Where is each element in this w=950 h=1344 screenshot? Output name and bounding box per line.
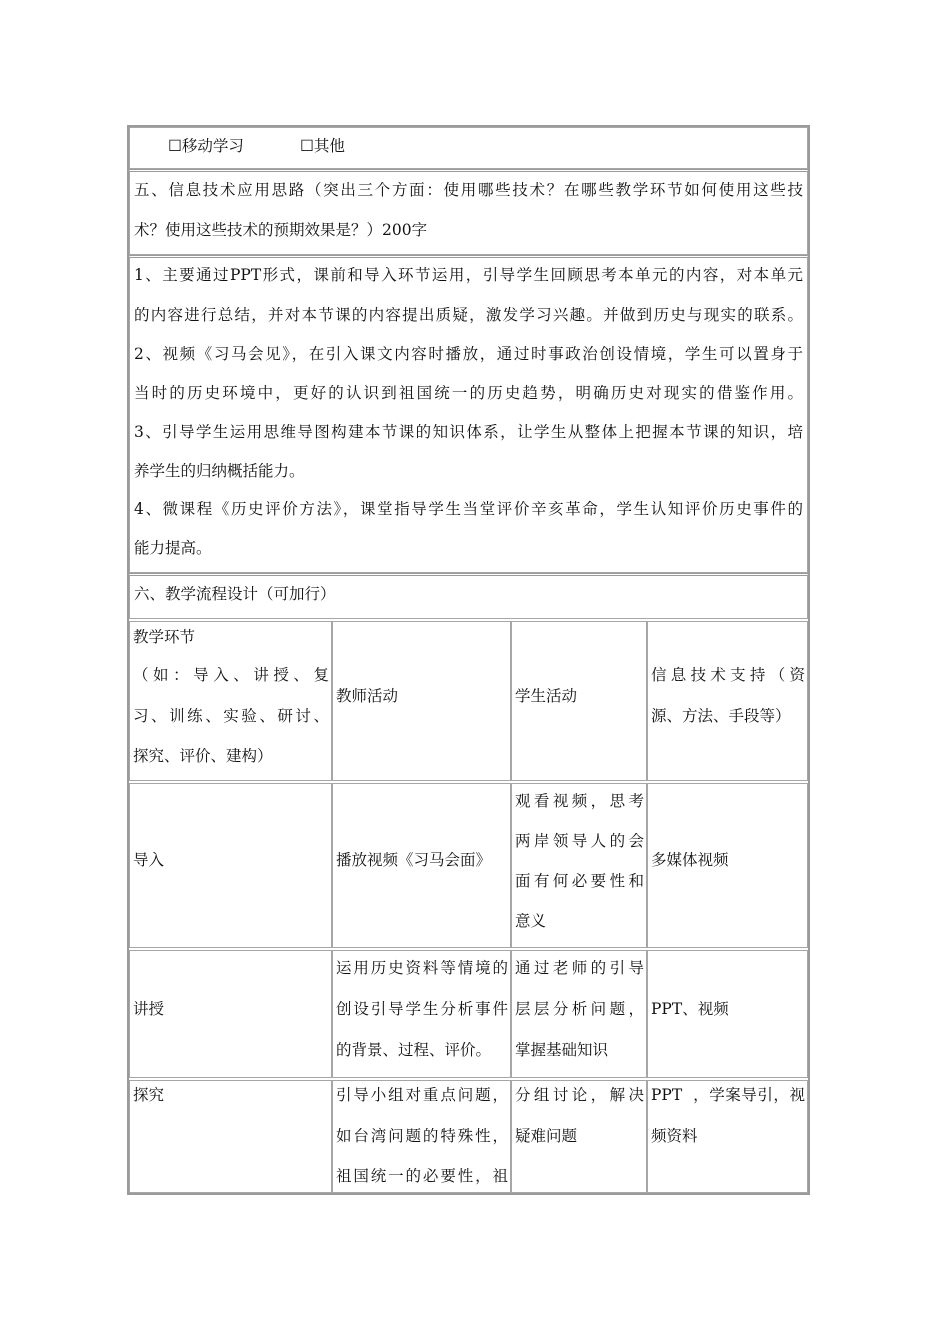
table-row-explore-stage bbox=[129, 1080, 332, 1193]
row3-student-line-1: 分组讨论，解决 bbox=[515, 1086, 644, 1104]
section5-heading-cell bbox=[129, 169, 808, 255]
table-row-intro-stage bbox=[129, 783, 332, 948]
section6-heading-cell bbox=[129, 573, 808, 619]
content5-line-5: 3、引导学生运用思维导图构建本节课的知识体系，让学生从整体上把握本节课的知识，培 bbox=[134, 423, 803, 441]
options-row bbox=[129, 127, 808, 169]
row1-tech-line-1: 多媒体视频 bbox=[651, 851, 729, 869]
row1-student-line-4: 意义 bbox=[515, 912, 547, 930]
header-student-label: 学生活动 bbox=[515, 687, 578, 705]
table-header-stage bbox=[129, 621, 332, 781]
table-row-explore-tech bbox=[647, 1080, 808, 1193]
row3-student-line-2: 疑难问题 bbox=[515, 1127, 578, 1145]
option-other[interactable]: ☐其他 bbox=[300, 137, 345, 155]
table-header-student bbox=[511, 621, 647, 781]
header-tech-line-1: 信息技术支持（资 bbox=[651, 666, 805, 684]
section5-heading-line-2: 术？使用这些技术的预期效果是？）200字 bbox=[134, 221, 428, 239]
table-header-teacher bbox=[332, 621, 511, 781]
table-header-tech bbox=[647, 621, 808, 781]
table-row-lecture-stage bbox=[129, 950, 332, 1078]
row1-student-line-2: 两岸领导人的会 bbox=[515, 832, 644, 850]
table-row-intro-tech bbox=[647, 783, 808, 948]
row2-student-line-3: 掌握基础知识 bbox=[515, 1041, 609, 1059]
table-row-explore-student bbox=[511, 1080, 647, 1193]
content5-line-2: 的内容进行总结，并对本节课的内容提出质疑，激发学习兴趣。并做到历史与现实的联系。 bbox=[134, 306, 803, 324]
table-row-lecture-student bbox=[511, 950, 647, 1078]
header-stage-line-4: 探究、评价、建构） bbox=[133, 747, 273, 765]
table-row-lecture-tech bbox=[647, 950, 808, 1078]
row2-teacher-line-3: 的背景、过程、评价。 bbox=[336, 1041, 492, 1059]
section5-heading-line-1: 五、信息技术应用思路（突出三个方面：使用哪些技术？在哪些教学环节如何使用这些技 bbox=[134, 181, 803, 199]
content5-line-6: 养学生的归纳概括能力。 bbox=[134, 462, 305, 480]
row2-stage: 讲授 bbox=[133, 1000, 165, 1018]
row2-student-line-1: 通过老师的引导 bbox=[515, 959, 644, 977]
header-tech-line-2: 源、方法、手段等） bbox=[651, 707, 791, 725]
header-stage-line-2: （如：导入、讲授、复 bbox=[133, 666, 329, 684]
section5-content-cell bbox=[129, 255, 808, 573]
content5-line-3: 2、视频《习马会见》，在引入课文内容时播放，通过时事政治创设情境，学生可以置身于 bbox=[134, 345, 803, 363]
row2-teacher-line-2: 创设引导学生分析事件 bbox=[336, 1000, 508, 1018]
table-row-intro-teacher bbox=[332, 783, 511, 948]
row3-tech-line-1: PPT ，学案导引，视 bbox=[651, 1086, 805, 1104]
row3-teacher-line-1: 引导小组对重点问题， bbox=[336, 1086, 508, 1104]
table-row-intro-student bbox=[511, 783, 647, 948]
content5-line-1: 1、主要通过PPT形式，课前和导入环节运用，引导学生回顾思考本单元的内容，对本单元 bbox=[134, 266, 803, 284]
header-teacher-label: 教师活动 bbox=[336, 687, 399, 705]
content5-line-4: 当时的历史环境中，更好的认识到祖国统一的历史趋势，明确历史对现实的借鉴作用。 bbox=[134, 384, 803, 402]
header-stage-line-3: 习、训练、实验、研讨、 bbox=[133, 707, 329, 725]
row3-teacher-line-3: 祖国统一的必要性，祖 bbox=[336, 1167, 508, 1185]
row2-teacher-line-1: 运用历史资料等情境的 bbox=[336, 959, 508, 977]
row3-stage: 探究 bbox=[133, 1086, 165, 1104]
row1-teacher-line-1: 播放视频《习马会面》 bbox=[336, 851, 492, 869]
row2-student-line-2: 层层分析问题， bbox=[515, 1000, 644, 1018]
table-row-lecture-teacher bbox=[332, 950, 511, 1078]
row3-teacher-line-2: 如台湾问题的特殊性， bbox=[336, 1127, 508, 1145]
row3-tech-line-2: 频资料 bbox=[651, 1127, 698, 1145]
option-mobile-learning[interactable]: ☐移动学习 bbox=[168, 137, 244, 155]
row1-stage: 导入 bbox=[133, 851, 165, 869]
content5-line-8: 能力提高。 bbox=[134, 539, 212, 557]
content5-line-7: 4、微课程《历史评价方法》，课堂指导学生当堂评价辛亥革命，学生认知评价历史事件的 bbox=[134, 500, 803, 518]
row1-student-line-1: 观看视频，思考 bbox=[515, 792, 644, 810]
header-stage-line-1: 教学环节 bbox=[133, 628, 196, 646]
row2-tech-line-1: PPT、视频 bbox=[651, 1000, 729, 1018]
row1-student-line-3: 面有何必要性和 bbox=[515, 872, 644, 890]
table-row-explore-teacher bbox=[332, 1080, 511, 1193]
section6-title: 六、教学流程设计（可加行） bbox=[134, 585, 336, 603]
